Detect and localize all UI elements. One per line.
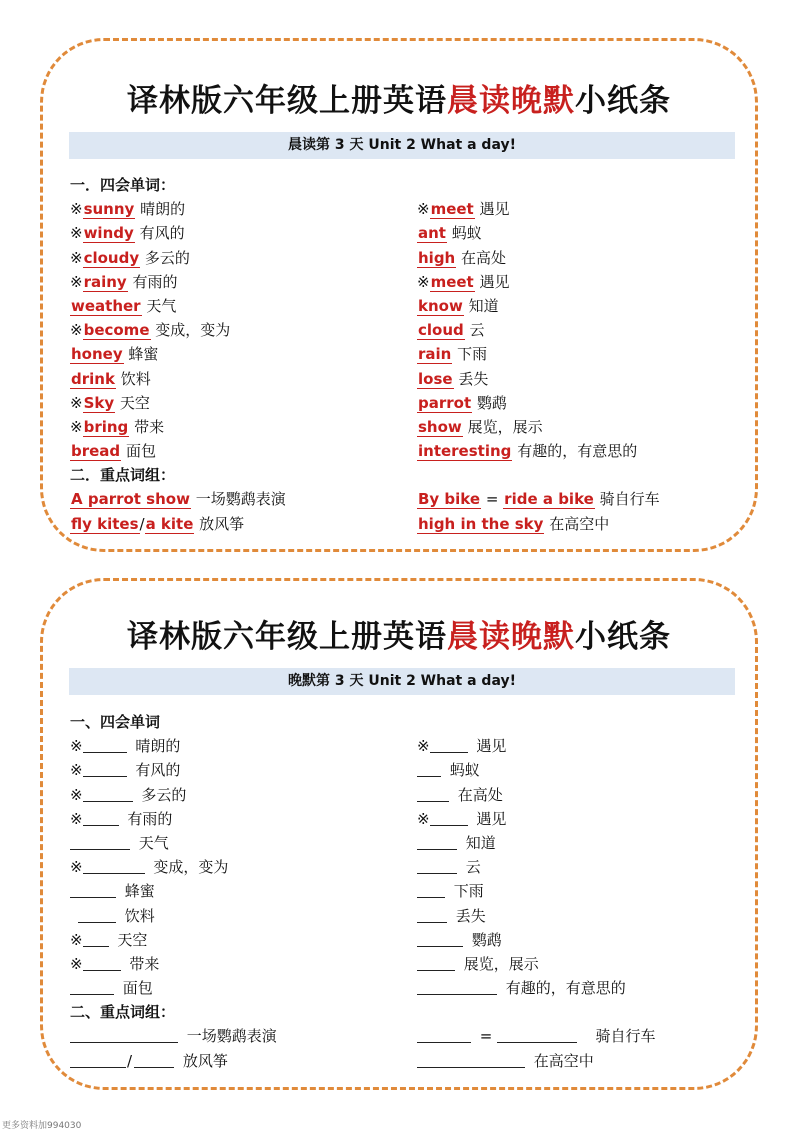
answer-blank[interactable] [417,956,455,971]
answer-blank[interactable] [417,787,449,802]
morning-card [40,38,758,552]
blank-row [70,879,390,903]
word-meaning: 带来 [134,417,165,436]
word-row: ※sunny 晴朗的 [70,200,186,219]
vocab-word: honey [71,345,123,364]
vocab-word: drink [71,369,115,388]
word-meaning: 有趣的，有意思的 [505,979,626,998]
vocab-word: interesting [418,442,512,461]
word-meaning: 有雨的 [132,272,178,291]
word-meaning: 蚂蚁 [451,224,482,243]
answer-blank[interactable] [417,883,445,898]
title-suffix: 小纸条 [575,619,671,655]
vocab-word: windy [83,224,134,243]
phrase-meaning: 一场鹦鹉表演 [186,1027,277,1046]
word-row [417,415,737,439]
evening-right-column [417,710,737,1073]
phrase-meaning: 放风筝 [182,1051,228,1070]
title-prefix: 译林版六年级上册英语 [127,619,447,655]
word-row [70,367,390,391]
vocab-word: bread [71,442,121,461]
word-meaning: 下雨 [453,882,484,901]
word-meaning: 蜂蜜 [128,345,159,364]
vocab-word: sunny [83,200,135,219]
blank-row [417,855,737,879]
morning-left-column [70,173,390,536]
morning-banner: 晨读第 3 天 Unit 2 What a day! [69,132,735,159]
word-meaning: 云 [469,321,485,340]
vocab-word: cloudy [83,248,140,267]
heading-words: 一、四会单词 [70,713,161,731]
word-meaning: 多云的 [141,785,187,804]
word-meaning: 饮料 [124,906,155,925]
blank-row [417,831,737,855]
answer-blank[interactable] [430,811,468,826]
word-meaning: 丢失 [458,369,489,388]
answer-blank[interactable] [83,932,109,947]
word-row: ※meet 遇见 [417,200,510,219]
blank-row [70,904,390,928]
word-meaning: 展览，展示 [467,417,543,436]
word-row: ※windy 有风的 [70,224,185,243]
word-meaning: 知道 [468,296,499,315]
morning-title [43,75,755,120]
phrase: high in the sky [418,514,544,533]
word-meaning: 变成，变为 [155,321,231,340]
word-meaning: 面包 [125,442,156,461]
answer-blank[interactable] [417,980,497,995]
vocab-word: weather [71,296,141,315]
phrase-blank-row: / 放风筝 [70,1049,390,1073]
phrase-row [70,487,390,511]
vocab-word: bring [83,417,129,436]
evening-title [43,611,755,656]
answer-blank[interactable] [417,908,447,923]
blank-row: ※ 遇见 [417,809,507,828]
word-meaning: 有趣的，有意思的 [517,442,638,461]
word-row [417,294,737,318]
phrase-meaning: 放风筝 [199,514,245,533]
word-meaning: 天气 [138,833,169,852]
word-meaning: 遇见 [476,737,507,756]
blank-row [417,976,737,1000]
heading-phrases: 二．重点词组： [70,466,176,485]
word-row [417,246,737,270]
blank-row: ※ 天空 [70,930,148,949]
phrase-meaning: 骑自行车 [599,490,660,509]
word-meaning: 丢失 [455,906,486,925]
blank-row: ※ 多云的 [70,785,187,804]
answer-blank[interactable] [83,811,119,826]
vocab-word: lose [418,369,453,388]
answer-blank[interactable] [83,787,133,802]
vocab-word: know [418,296,463,315]
vocab-word: become [83,321,150,340]
word-meaning: 面包 [122,979,153,998]
answer-blank[interactable] [417,1053,525,1068]
word-meaning: 遇见 [479,200,510,219]
answer-blank[interactable] [83,762,127,777]
phrase-row [417,512,737,536]
phrase-meaning: 一场鹦鹉表演 [195,490,286,509]
vocab-word: high [418,248,456,267]
answer-blank[interactable] [417,762,441,777]
word-row: ※rainy 有雨的 [70,272,178,291]
word-row [70,439,390,463]
word-row [70,294,390,318]
word-meaning: 有雨的 [127,809,173,828]
phrase-meaning: 骑自行车 [595,1027,656,1046]
word-row: ※meet 遇见 [417,272,510,291]
phrase-blank-row [70,1024,390,1048]
word-meaning: 遇见 [479,272,510,291]
word-meaning: 下雨 [457,345,488,364]
phrase: By bike [418,490,481,509]
word-meaning: 知道 [465,833,496,852]
word-meaning: 在高处 [457,785,503,804]
answer-blank[interactable] [70,980,114,995]
blank-row: ※ 晴朗的 [70,737,181,756]
title-prefix: 译林版六年级上册英语 [127,83,447,119]
word-row: ※become 变成，变为 [70,321,231,340]
answer-blank[interactable] [417,1028,471,1043]
heading-phrases: 二、重点词组： [70,1003,176,1022]
word-meaning: 展览，展示 [463,954,539,973]
vocab-word: cloud [418,321,464,340]
evening-left-column [70,710,390,1073]
word-meaning: 晴朗的 [140,200,186,219]
blank-row: ※ 变成，变为 [70,858,229,877]
word-row [417,221,737,245]
vocab-word: Sky [83,393,115,412]
phrase: a kite [145,514,194,533]
word-meaning: 鹦鹉 [476,393,507,412]
word-meaning: 鹦鹉 [471,930,502,949]
word-row [417,318,737,342]
watermark: 更多资料加994030 [2,1121,82,1131]
blank-row: ※ 有雨的 [70,809,173,828]
blank-row [70,831,390,855]
word-meaning: 有风的 [139,224,185,243]
blank-row: ※ 带来 [70,954,160,973]
word-meaning: 遇见 [476,809,507,828]
word-meaning: 带来 [129,954,160,973]
blank-row [417,928,737,952]
phrase: A parrot show [71,490,190,509]
answer-blank[interactable] [70,883,116,898]
answer-blank[interactable] [417,932,463,947]
word-meaning: 云 [465,858,481,877]
word-meaning: 在高处 [461,248,507,267]
answer-blank[interactable] [70,1028,178,1043]
word-row [417,391,737,415]
word-meaning: 天空 [119,393,150,412]
answer-blank[interactable] [70,1053,126,1068]
blank-row [417,783,737,807]
answer-blank[interactable] [430,738,468,753]
phrase-row: fly kites/a kite 放风筝 [71,514,245,533]
answer-blank[interactable] [83,956,121,971]
answer-blank[interactable] [78,908,116,923]
word-meaning: 有风的 [135,761,181,780]
word-meaning: 多云的 [144,248,190,267]
vocab-word: ant [418,224,446,243]
word-row [417,439,737,463]
answer-blank[interactable] [497,1028,577,1043]
vocab-word: parrot [418,393,472,412]
phrase-blank-row [417,1049,737,1073]
word-row [417,342,737,366]
answer-blank[interactable] [417,835,457,850]
blank-row: ※ 有风的 [70,761,181,780]
morning-right-column [417,173,737,536]
title-suffix: 小纸条 [575,83,671,119]
heading-words: 一．四会单词： [70,176,176,194]
vocab-word: show [418,417,462,436]
blank-row: ※ 遇见 [417,737,507,756]
word-meaning: 蚂蚁 [449,761,480,780]
word-meaning: 天空 [117,930,148,949]
phrase-row: By bike = ride a bike 骑自行车 [418,490,660,509]
word-row [70,342,390,366]
vocab-word: rain [418,345,452,364]
word-row: ※cloudy 多云的 [70,248,190,267]
evening-banner: 晚默第 3 天 Unit 2 What a day! [69,668,735,695]
blank-row [417,952,737,976]
phrase: fly kites [71,514,139,533]
answer-blank[interactable] [417,859,457,874]
answer-blank[interactable] [70,835,130,850]
title-highlight: 晨读晚默 [447,619,575,655]
word-meaning: 变成，变为 [153,858,229,877]
vocab-word: meet [430,200,474,219]
blank-row [70,976,390,1000]
answer-blank[interactable] [83,738,127,753]
word-row: ※Sky 天空 [70,393,150,412]
word-meaning: 天气 [146,296,177,315]
blank-row [417,904,737,928]
evening-card [40,578,758,1090]
phrase-blank-row: = 骑自行车 [417,1024,737,1048]
word-meaning: 晴朗的 [135,737,181,756]
vocab-word: rainy [83,272,127,291]
word-row [417,367,737,391]
answer-blank[interactable] [134,1053,174,1068]
title-highlight: 晨读晚默 [447,83,575,119]
word-row: ※bring 带来 [70,417,165,436]
answer-blank[interactable] [83,859,145,874]
blank-row [417,879,737,903]
blank-row [417,758,737,782]
vocab-word: meet [430,272,474,291]
word-meaning: 蜂蜜 [124,882,155,901]
phrase-meaning: 在高空中 [549,514,610,533]
phrase: ride a bike [504,490,594,509]
phrase-meaning: 在高空中 [533,1051,594,1070]
word-meaning: 饮料 [120,369,151,388]
